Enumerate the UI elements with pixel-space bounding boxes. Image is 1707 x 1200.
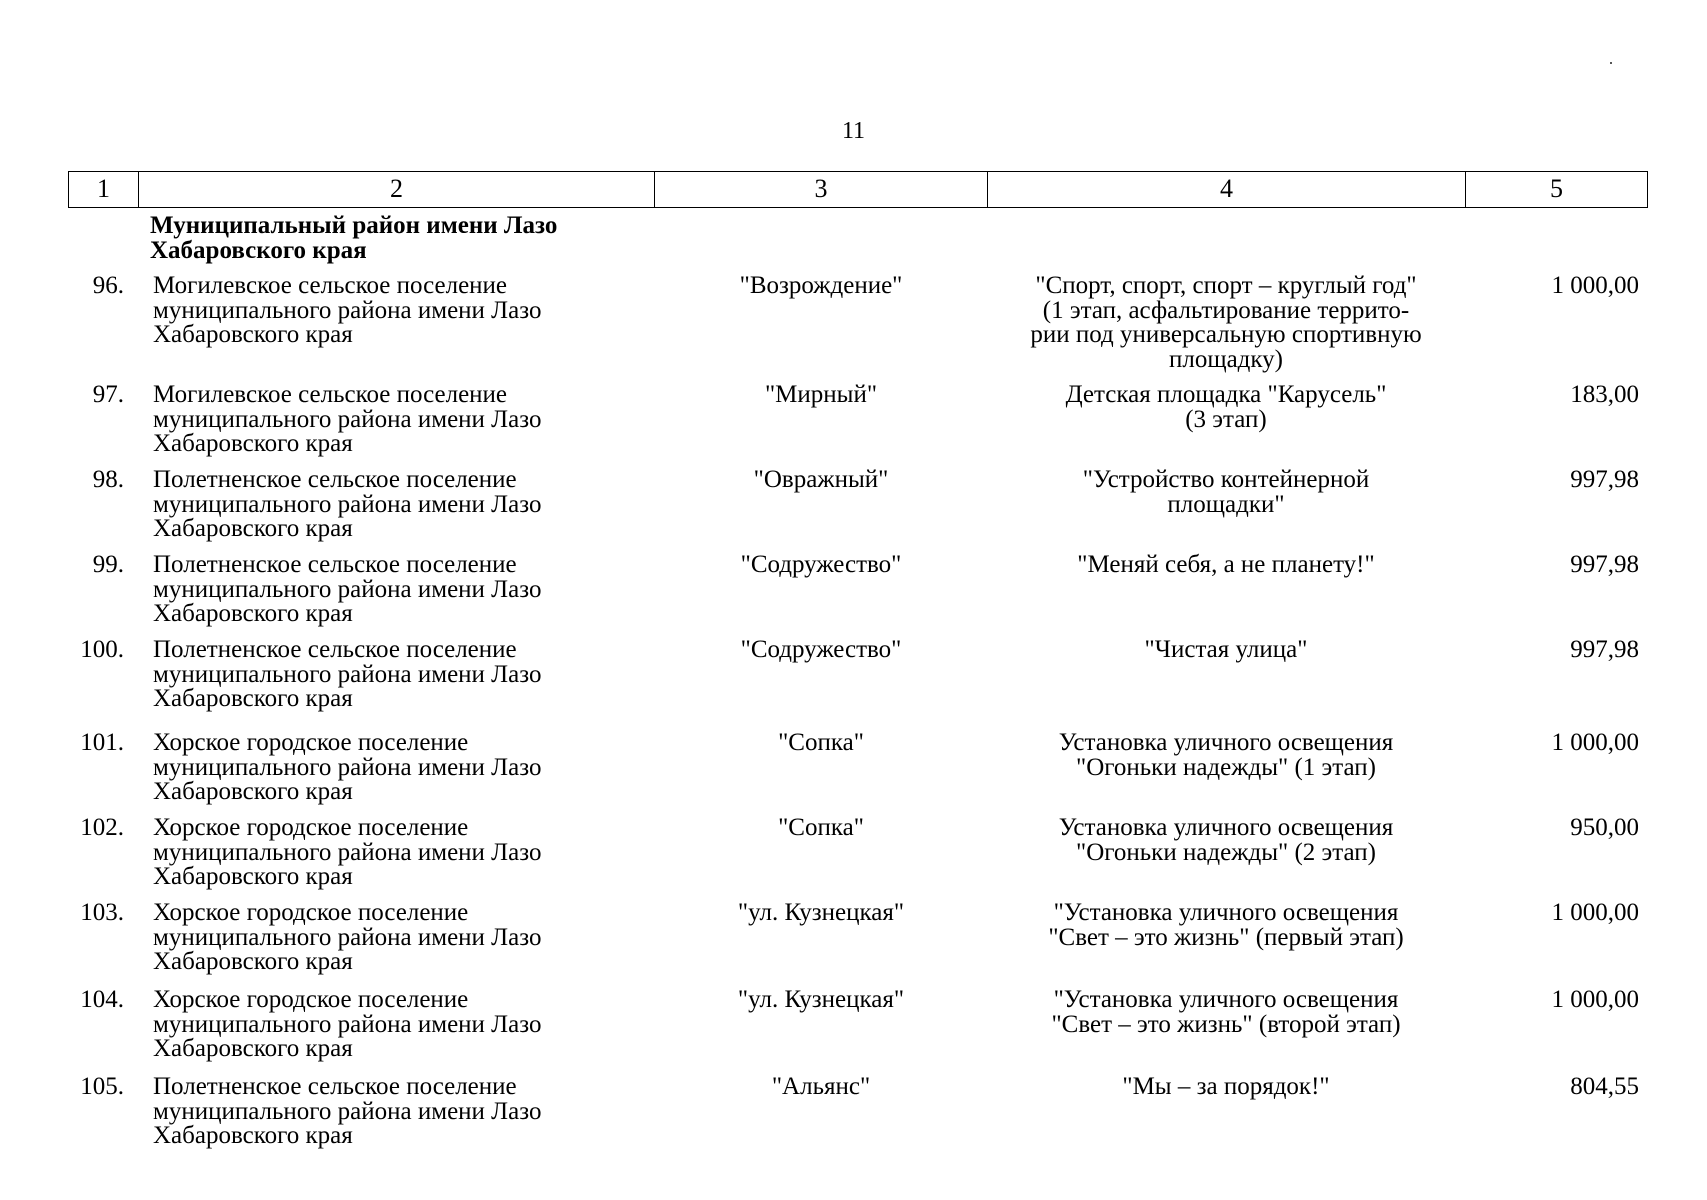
amount-cell: 950,00: [1570, 814, 1639, 841]
table-header: [68, 171, 1648, 208]
section-heading-line: Хабаровского края: [150, 237, 367, 264]
municipality-line: Хабаровского края: [153, 1122, 353, 1149]
page-number: 11: [841, 118, 866, 144]
municipality-cell: [153, 816, 653, 890]
amount-cell: 183,00: [1570, 381, 1639, 408]
header-col-3: 3: [655, 172, 988, 207]
municipality-line: Хабаровского края: [153, 948, 353, 975]
project-line: площадку): [1168, 345, 1284, 373]
project-line: "Свет – это жизнь" (второй этап): [1051, 1010, 1401, 1038]
project-line: площадки": [1167, 490, 1285, 518]
municipality-line: Хабаровского края: [153, 515, 353, 542]
amount-cell: 997,98: [1570, 551, 1639, 578]
municipality-line: Хабаровского края: [153, 321, 353, 348]
row-number: 103.: [80, 899, 124, 926]
project-line: "Меняй себя, а не планету!": [1077, 551, 1375, 578]
project-line: "Установка уличного освещения: [1053, 986, 1399, 1013]
municipality-cell: [153, 274, 653, 348]
header-col-5: 5: [1550, 174, 1563, 203]
project-cell: [978, 274, 1474, 372]
municipality-line: муниципального района имени Лазо: [153, 575, 542, 603]
header-col-1: 1: [69, 172, 139, 207]
section-heading-line: Муниципальный район имени Лазо: [150, 212, 558, 239]
municipality-cell: [153, 731, 653, 805]
municipality-line: муниципального района имени Лазо: [153, 660, 542, 688]
municipality-line: муниципального района имени Лазо: [153, 296, 542, 324]
municipality-line: муниципального района имени Лазо: [153, 1010, 542, 1038]
municipality-line: Полетненское сельское поселение: [153, 1073, 517, 1100]
row-number: 98.: [92, 466, 124, 493]
municipality-line: Хорское городское поселение: [153, 814, 469, 841]
municipality-line: Хабаровского края: [153, 863, 353, 890]
municipality-line: Хабаровского края: [153, 778, 353, 805]
tos-cell: "Возрождение": [739, 272, 903, 299]
project-cell: [978, 468, 1474, 517]
amount-cell: 1 000,00: [1551, 899, 1639, 926]
project-cell: [978, 731, 1474, 780]
amount-cell: 804,55: [1570, 1073, 1639, 1100]
municipality-line: Хабаровского края: [153, 685, 353, 712]
municipality-line: Хорское городское поселение: [153, 899, 469, 926]
municipality-line: муниципального района имени Лазо: [153, 923, 542, 951]
project-cell: [978, 1075, 1474, 1100]
project-cell: [978, 816, 1474, 865]
municipality-line: Полетненское сельское поселение: [153, 551, 517, 578]
project-line: (3 этап): [1185, 405, 1267, 433]
municipality-cell: [153, 901, 653, 975]
tos-cell: "Сопка": [778, 729, 864, 756]
project-line: "Спорт, спорт, спорт – круглый год": [1035, 272, 1417, 299]
project-cell: [978, 638, 1474, 663]
project-cell: [978, 988, 1474, 1037]
row-number: 101.: [80, 729, 124, 756]
amount-cell: 1 000,00: [1551, 986, 1639, 1013]
municipality-line: Могилевское сельское поселение: [153, 272, 508, 299]
municipality-line: муниципального района имени Лазо: [153, 405, 542, 433]
municipality-line: Хабаровского края: [153, 600, 353, 627]
municipality-cell: [153, 638, 653, 712]
row-number: 97.: [92, 381, 124, 408]
project-line: "Свет – это жизнь" (первый этап): [1048, 923, 1404, 951]
tos-cell: "Альянс": [771, 1073, 871, 1100]
municipality-line: Полетненское сельское поселение: [153, 636, 517, 663]
tos-cell: "ул. Кузнецкая": [737, 899, 905, 926]
section-heading: [150, 213, 557, 263]
header-col-4: 4: [988, 172, 1466, 207]
municipality-cell: [153, 988, 653, 1062]
row-number: 102.: [80, 814, 124, 841]
tos-cell: "Мирный": [764, 381, 878, 408]
tos-cell: "Содружество": [740, 636, 902, 663]
amount-cell: 997,98: [1570, 466, 1639, 493]
tos-cell: "ул. Кузнецкая": [737, 986, 905, 1013]
municipality-line: муниципального района имени Лазо: [153, 490, 542, 518]
project-line: "Мы – за порядок!": [1122, 1073, 1330, 1100]
municipality-line: Хабаровского края: [153, 1035, 353, 1062]
municipality-cell: [153, 553, 653, 627]
tos-cell: "Овражный": [753, 466, 889, 493]
amount-cell: 997,98: [1570, 636, 1639, 663]
project-cell: [978, 901, 1474, 950]
project-line: рии под универсальную спортивную: [1030, 321, 1422, 348]
tos-cell: "Содружество": [740, 551, 902, 578]
municipality-cell: [153, 383, 653, 457]
amount-cell: 1 000,00: [1551, 729, 1639, 756]
project-line: Установка уличного освещения: [1058, 729, 1394, 756]
municipality-line: Могилевское сельское поселение: [153, 381, 508, 408]
municipality-line: Хорское городское поселение: [153, 729, 469, 756]
project-line: "Огоньки надежды" (1 этап): [1076, 753, 1376, 781]
row-number: 104.: [80, 986, 124, 1013]
row-number: 105.: [80, 1073, 124, 1100]
municipality-line: муниципального района имени Лазо: [153, 838, 542, 866]
municipality-line: Хорское городское поселение: [153, 986, 469, 1013]
project-line: "Установка уличного освещения: [1053, 899, 1399, 926]
row-number: 99.: [92, 551, 124, 578]
project-line: "Устройство контейнерной: [1082, 466, 1370, 493]
scan-speck: [1610, 62, 1612, 64]
project-line: "Чистая улица": [1144, 636, 1308, 663]
amount-cell: 1 000,00: [1551, 272, 1639, 299]
municipality-line: Полетненское сельское поселение: [153, 466, 517, 493]
project-cell: [978, 383, 1474, 432]
municipality-line: муниципального района имени Лазо: [153, 1097, 542, 1125]
project-line: "Огоньки надежды" (2 этап): [1076, 838, 1376, 866]
row-number: 100.: [80, 636, 124, 663]
project-line: Установка уличного освещения: [1058, 814, 1394, 841]
project-line: (1 этап, асфальтирование террито-: [1042, 296, 1410, 324]
municipality-line: Хабаровского края: [153, 430, 353, 457]
project-line: Детская площадка "Карусель": [1065, 381, 1387, 408]
tos-cell: "Сопка": [778, 814, 864, 841]
municipality-cell: [153, 1075, 653, 1149]
project-cell: [978, 553, 1474, 578]
municipality-line: муниципального района имени Лазо: [153, 753, 542, 781]
header-col-2: 2: [139, 172, 655, 207]
municipality-cell: [153, 468, 653, 542]
row-number: 96.: [92, 272, 124, 299]
